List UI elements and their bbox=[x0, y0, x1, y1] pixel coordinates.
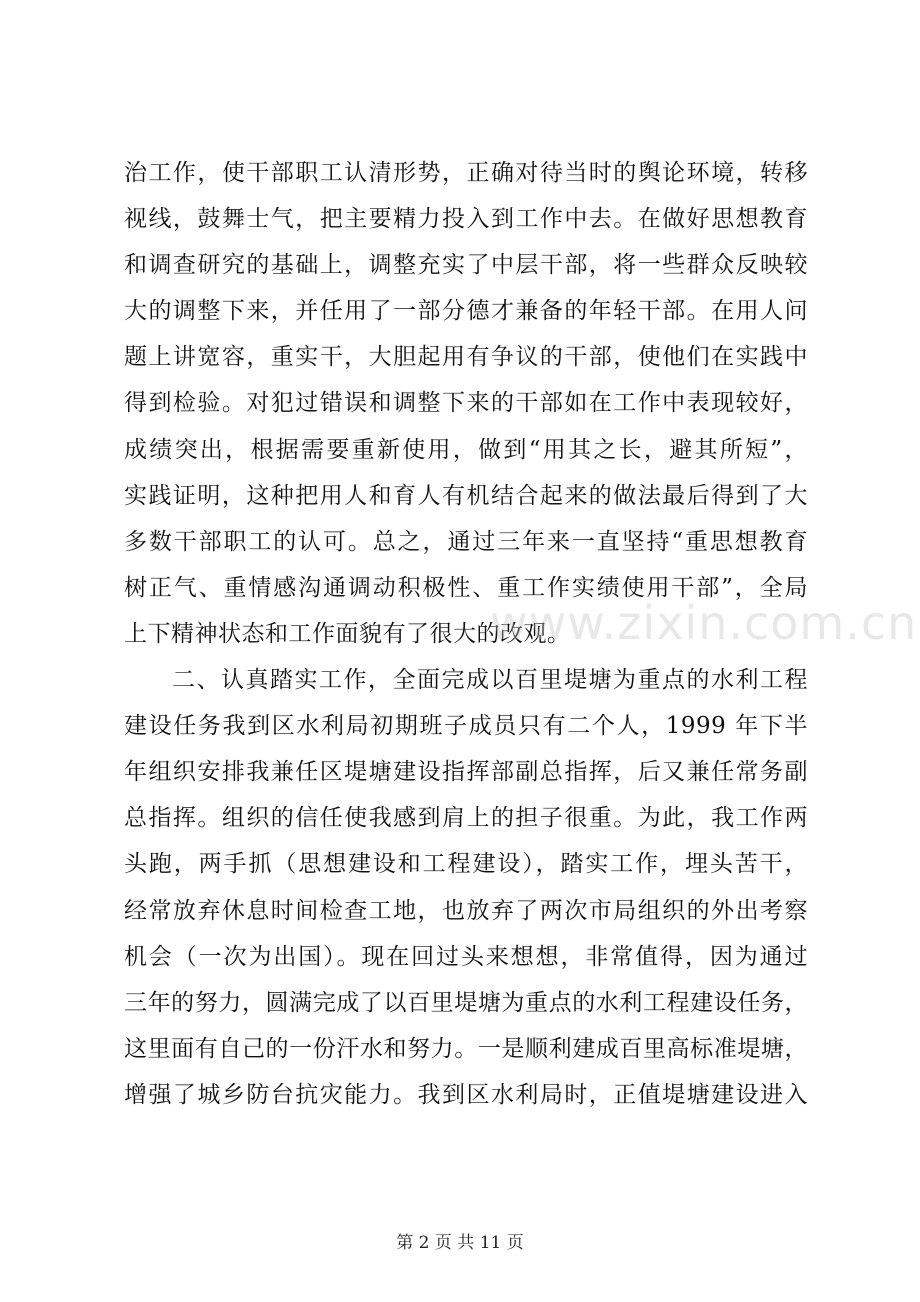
text-line: 视线，鼓舞士气，把主要精力投入到工作中去。在做好思想教育 bbox=[124, 206, 808, 233]
text-line: 治工作，使干部职工认清形势，正确对待当时的舆论环境，转移 bbox=[124, 160, 808, 186]
text-line: 成绩突出，根据需要重新使用，做到“用其之长，避其所短”， bbox=[124, 436, 808, 463]
text-line: 树正气、重情感沟通调动积极性、重工作实绩使用干部”，全局 bbox=[124, 574, 808, 601]
text-line: 和调查研究的基础上，调整充实了中层干部，将一些群众反映较 bbox=[124, 252, 808, 279]
section-heading-line: 二、认真踏实工作，全面完成以百里堤塘为重点的水利工程 bbox=[172, 667, 808, 694]
watermark: www.zixin.com.cn bbox=[490, 596, 918, 650]
text-line: 上下精神状态和工作面貌有了很大的改观。 bbox=[124, 620, 571, 647]
text-line: 总指挥。组织的信任使我感到肩上的担子很重。为此，我工作两 bbox=[124, 805, 808, 832]
text-line: 建设任务我到区水利局初期班子成员只有二个人，1999 年下半 bbox=[124, 713, 808, 740]
text-line: 大的调整下来，并任用了一部分德才兼备的年轻干部。在用人问 bbox=[124, 298, 808, 325]
text-line: 增强了城乡防台抗灾能力。我到区水利局时，正值堤塘建设进入 bbox=[124, 1081, 808, 1108]
text-line: 年组织安排我兼任区堤塘建设指挥部副总指挥，后又兼任常务副 bbox=[124, 759, 808, 786]
text-line: 三年的努力，圆满完成了以百里堤塘为重点的水利工程建设任务， bbox=[124, 989, 808, 1016]
text-line: 经常放弃休息时间检查工地，也放弃了两次市局组织的外出考察 bbox=[124, 897, 808, 924]
page-footer: 第 2 页 共 11 页 bbox=[396, 1233, 524, 1253]
text-line: 题上讲宽容，重实干，大胆起用有争议的干部，使他们在实践中 bbox=[124, 344, 808, 371]
text-line: 这里面有自己的一份汗水和努力。一是顺利建成百里高标准堤塘， bbox=[124, 1035, 808, 1062]
text-line: 头跑，两手抓（思想建设和工程建设），踏实工作，埋头苦干， bbox=[124, 851, 808, 878]
text-line: 实践证明，这种把用人和育人有机结合起来的做法最后得到了大 bbox=[124, 482, 808, 509]
text-line: 得到检验。对犯过错误和调整下来的干部如在工作中表现较好， bbox=[124, 390, 808, 417]
text-line: 多数干部职工的认可。总之，通过三年来一直坚持“重思想教育 bbox=[124, 528, 808, 555]
text-line: 机会（一次为出国）。现在回过头来想想，非常值得，因为通过 bbox=[124, 943, 808, 970]
